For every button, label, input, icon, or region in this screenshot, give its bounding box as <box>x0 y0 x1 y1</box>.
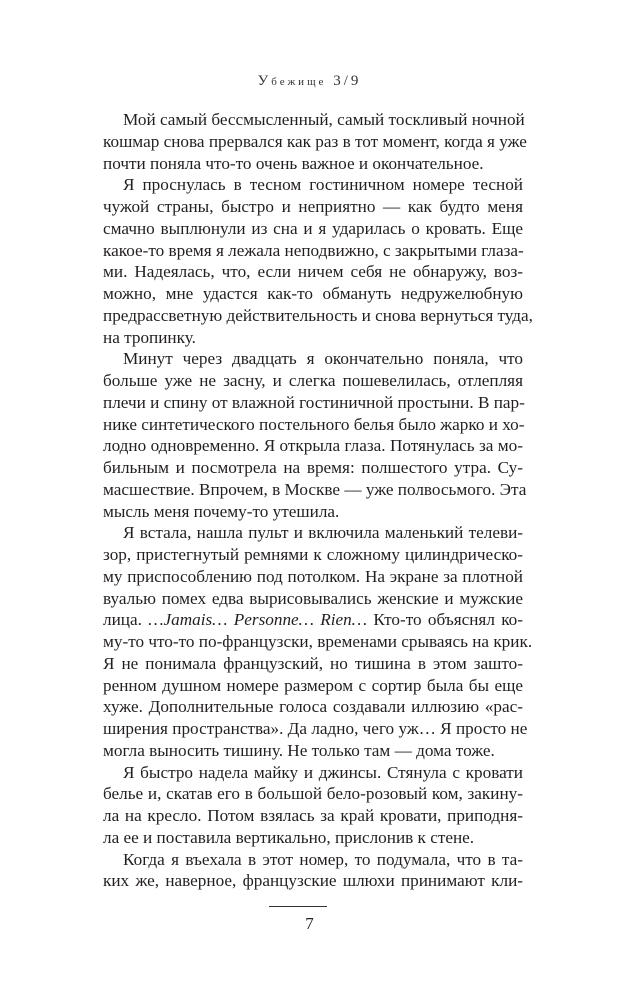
italic-phrase: …Jamais… Personne… Rien… <box>148 610 368 630</box>
text-line: мысль меня почему-то утешила. <box>103 501 340 521</box>
text-line: какое-то время я лежала неподвижно, с закрытыми глаза- <box>103 240 524 260</box>
running-header <box>0 73 619 90</box>
text-line: на тропинку. <box>103 327 196 347</box>
page-number: 7 <box>305 914 314 933</box>
text-line: зор, пристегнутый ремнями к сложному цилиндрическо- <box>103 545 523 564</box>
text-line: Я проснулась в тесном гостиничном номере тесной <box>123 175 523 195</box>
text-line: плечи и спину от влажной гостиничной простыни. В пар- <box>103 392 525 412</box>
text-line: масшествие. Впрочем, в Москве — уже полвосьмого. Эта <box>103 479 527 499</box>
text-line: Я не понимала французский, но тишина в этом зашто- <box>103 653 523 673</box>
text-line: ми. Надеялась, что, если ничем себя не обнаружу, воз- <box>103 262 523 282</box>
text-line: Когда я въехала в этот номер, то подумала, что в та- <box>123 849 523 869</box>
text-line: Я встала, нашла пульт и включила маленький телеви- <box>123 523 523 543</box>
header-initial: У <box>257 73 272 89</box>
paragraph <box>103 762 523 849</box>
text-line: Мой самый бессмысленный, самый тоскливый ночной <box>123 110 525 129</box>
text-line: предрассветную действительность и снова вернуться туда, <box>103 305 533 325</box>
text-line <box>103 609 523 631</box>
text-line: ла ее и поставила вертикально, прислонив к стене. <box>103 827 475 847</box>
text-line: нике синтетического постельного белья было жарко и хо- <box>103 414 525 434</box>
text-line: ких же, наверное, французские шлюхи принимают кли- <box>103 871 523 891</box>
text-line: вуалью помех едва вырисовывались женские и мужские <box>103 588 523 608</box>
text-line: му приспособлению под потолком. На экране за плотной <box>103 566 523 586</box>
header-title: бежище <box>271 76 327 88</box>
header-chapter: 3/9 <box>333 73 362 89</box>
paragraph <box>103 109 527 174</box>
text-line: ренном душном номере размером с сортир была бы еще <box>103 675 523 695</box>
text-line: смачно выплюнули из сна и я ударилась о кровать. Еще <box>103 218 523 238</box>
text-line: хуже. Дополнительные голоса создавали иллюзию «рас- <box>103 697 523 717</box>
text-line: бильным и посмотрела на время: полшестого утра. Су- <box>103 458 523 477</box>
text-line: почти поняла что-то очень важное и окончательное. <box>103 153 484 173</box>
paragraph <box>103 348 527 522</box>
paragraph <box>103 174 533 348</box>
text-segment: лица. <box>103 610 149 630</box>
paragraph <box>103 849 523 893</box>
text-segment: Кто-то объяснял ко- <box>367 610 524 630</box>
body-text <box>103 109 533 892</box>
text-line: чужой страны, быстро и неприятно — как будто меня <box>103 197 523 216</box>
text-line: Я быстро надела майку и джинсы. Стянула с кровати <box>123 762 523 782</box>
text-line: могла выносить тишину. Не только там — дома тоже. <box>103 740 495 760</box>
paragraph <box>103 522 533 761</box>
footer-rule <box>269 906 327 907</box>
text-line: можно, мне удастся как-то обмануть недружелюбную <box>103 284 523 303</box>
text-line: му-то что-то по-французски, временами срываясь на крик. <box>103 632 533 651</box>
text-line: ла на кресло. Потом взялась за край кровати, приподня- <box>103 806 523 825</box>
text-line: больше уже не засну, и слегка пошевелилась, отлепляя <box>103 371 523 390</box>
text-line: ширения пространства». Да ладно, чего уж… Я просто не <box>103 719 528 738</box>
text-line: белье и, скатав его в большой бело-розовый ком, закину- <box>103 784 523 804</box>
text-line: лодно одновременно. Я открыла глаза. Потянулась за мо- <box>103 436 523 456</box>
text-line: кошмар снова прервался как раз в тот момент, когда я уже <box>103 131 527 151</box>
text-line: Минут через двадцать я окончательно поняла, что <box>123 349 523 369</box>
